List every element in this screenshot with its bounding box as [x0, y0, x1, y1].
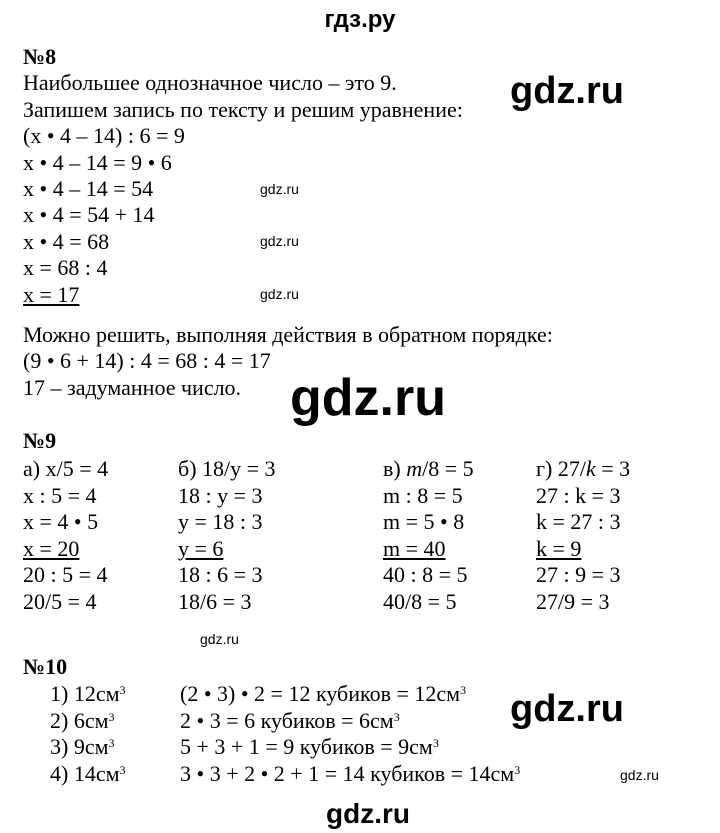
task10-calc: 5 + 3 + 1 = 9 кубиков = $9см^3$ [180, 734, 439, 759]
task9-g-header: г) 27/k = 3 [536, 456, 631, 481]
task9-g-row: 27/9 = 3 [536, 589, 610, 614]
watermark-small: gdz.ru [620, 767, 659, 783]
task8-line: Наибольшее однозначное число – это 9. [23, 70, 397, 95]
task9-b-row: 18 : y = 3 [178, 483, 263, 508]
watermark-small: gdz.ru [200, 631, 239, 647]
task8-line: Запишем запись по тексту и решим уравнение: [23, 97, 463, 122]
task9-g-row: k = 27 : 3 [536, 509, 621, 534]
watermark-large: gdz.ru [510, 70, 624, 112]
task9-g-answer: k = 9 [536, 536, 582, 561]
watermark-large: gdz.ru [510, 688, 624, 730]
task8-line: x • 4 – 14 = 54 [23, 176, 154, 201]
task9-v-row: m : 8 = 5 [383, 483, 463, 508]
task9-g-row: 27 : k = 3 [536, 483, 621, 508]
task9-a-header: а) x/5 = 4 [23, 456, 109, 481]
task9-b-row: 18/6 = 3 [178, 589, 252, 614]
site-header: гдз.ру [324, 6, 396, 33]
task9-v-answer: m = 40 [383, 536, 446, 561]
task8-line: x • 4 = 68 [23, 229, 110, 254]
task9-b-answer: y = 6 [178, 536, 224, 561]
task9-v-header: в) m/8 = 5 [383, 456, 474, 481]
task9-a-row: 20 : 5 = 4 [23, 562, 108, 587]
task10-answer: 2) $6см^3$ [50, 708, 115, 733]
task9-a-answer: x = 20 [23, 536, 80, 561]
task9-b-row: y = 18 : 3 [178, 509, 263, 534]
task10-calc: (2 • 3) • 2 = 12 кубиков = $12см^3$ [180, 681, 467, 706]
task9-b-header: б) 18/y = 3 [178, 456, 276, 481]
task8-alt-line: 17 – задуманное число. [23, 375, 242, 400]
task10-calc: 2 • 3 = 6 кубиков = $6см^3$ [180, 708, 400, 733]
task8-line: x • 4 = 54 + 14 [23, 202, 155, 227]
task8-answer: x = 17 [23, 282, 80, 307]
task8-title: №8 [23, 44, 57, 69]
task9-v-row: 40 : 8 = 5 [383, 562, 468, 587]
task10-answer: 1) $12см^3$ [50, 681, 126, 706]
task10-answer: 4) $14см^3$ [50, 761, 126, 786]
task9-title: №9 [23, 428, 57, 453]
task8-alt-line: (9 • 6 + 14) : 4 = 68 : 4 = 17 [23, 348, 271, 373]
watermark-small: gdz.ru [260, 233, 299, 249]
task8-line: (x • 4 – 14) : 6 = 9 [23, 123, 185, 148]
task10-calc: 3 • 3 + 2 • 2 + 1 = 14 кубиков = $14см^3$ [180, 761, 521, 786]
task9-a-row: x = 4 • 5 [23, 509, 99, 534]
task9-a-row: x : 5 = 4 [23, 483, 97, 508]
watermark-large: gdz.ru [290, 369, 446, 427]
task8-alt-line: Можно решить, выполняя действия в обратном порядке: [23, 322, 553, 347]
task10-answer: 3) $9см^3$ [50, 734, 115, 759]
task9-v-row: 40/8 = 5 [383, 589, 457, 614]
task9-a-row: 20/5 = 4 [23, 589, 97, 614]
watermark-small: gdz.ru [260, 286, 299, 302]
watermark-footer: gdz.ru [326, 798, 410, 829]
watermark-small: gdz.ru [260, 181, 299, 197]
task8-line: x • 4 – 14 = 9 • 6 [23, 150, 172, 175]
task8-line: x = 68 : 4 [23, 255, 108, 280]
task9-v-row: m = 5 • 8 [383, 509, 465, 534]
task9-b-row: 18 : 6 = 3 [178, 562, 263, 587]
task9-g-row: 27 : 9 = 3 [536, 562, 621, 587]
task10-title: №10 [23, 654, 68, 679]
